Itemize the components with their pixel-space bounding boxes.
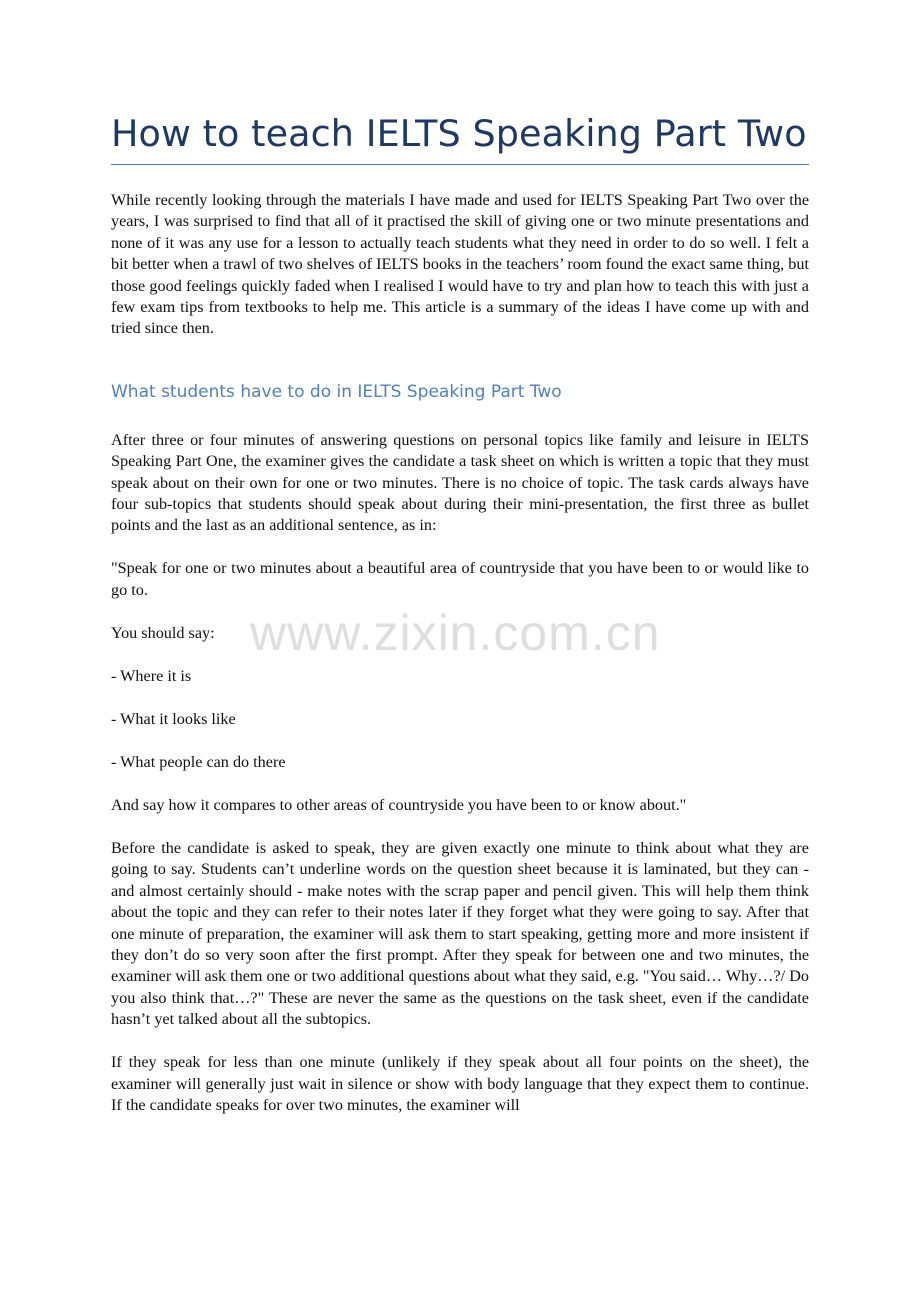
page-title: How to teach IELTS Speaking Part Two [111, 108, 809, 165]
task-prompt: "Speak for one or two minutes about a beautiful area of countryside that you have been to or would like to go to. [111, 559, 809, 599]
task-closing: And say how it compares to other areas of countryside you have been to or know about." [111, 795, 687, 814]
section-paragraph: After three or four minutes of answering questions on personal topics like family and leisure in IELTS Speaking Part One, the examiner gives the candidate a task sheet on which is written a topic that they must speak about on their own for one or two minutes. There is no choice of topic. The task cards always have four sub-topics that students should speak about during their mini-presentation, the first three as bullet points and the last as an additional sentence, as in: [111, 430, 809, 535]
timing-paragraph: If they speak for less than one minute (unlikely if they speak about all four points on the sheet), the examiner will generally just wait in silence or show with body language that they expect them to continue. If the candidate speaks for over two minutes, the examiner will [111, 1053, 809, 1114]
preparation-paragraph: Before the candidate is asked to speak, they are given exactly one minute to think about what they are going to say. Students can’t underline words on the question sheet because it is laminated, but they can - and almost certainly should - make notes with the scrap paper and pencil given. This will help them think about the topic and they can refer to their notes later if they forget what they were going to say. After that one minute of preparation, the examiner will ask them to start speaking, getting more and more insistent if they don’t do so very soon after the first prompt. After they speak for between one and two minutes, the examiner will ask them one or two additional questions about what they said, e.g. "You said… Why…?/ Do you also think that…?" These are never the same as the questions on the task sheet, even if the candidate hasn’t yet talked about all the subtopics. [111, 838, 809, 1029]
document-page [111, 108, 809, 1116]
intro-paragraph: While recently looking through the materials I have made and used for IELTS Speaking Part Two over the years, I was surprised to find that all of it practised the skill of giving one or two minute presentations and none of it was any use for a lesson to actually teach students what they need in order to do so well. I felt a bit better when a trawl of two shelves of IELTS books in the teachers’ room found the exact same thing, but those good feelings quickly faded when I realised I would have to try and plan how to teach this with just a few exam tips from textbooks to help me. This article is a summary of the ideas I have come up with and tried since then. [111, 191, 809, 338]
bullet-item: - What it looks like [111, 709, 236, 728]
watermark: www.zixin.com.cn [250, 605, 661, 661]
bullet-item: - What people can do there [111, 752, 286, 771]
bullet-item: - Where it is [111, 666, 192, 685]
section-heading: What students have to do in IELTS Speaking Part Two [111, 381, 562, 402]
you-should-say: You should say: [111, 623, 215, 642]
